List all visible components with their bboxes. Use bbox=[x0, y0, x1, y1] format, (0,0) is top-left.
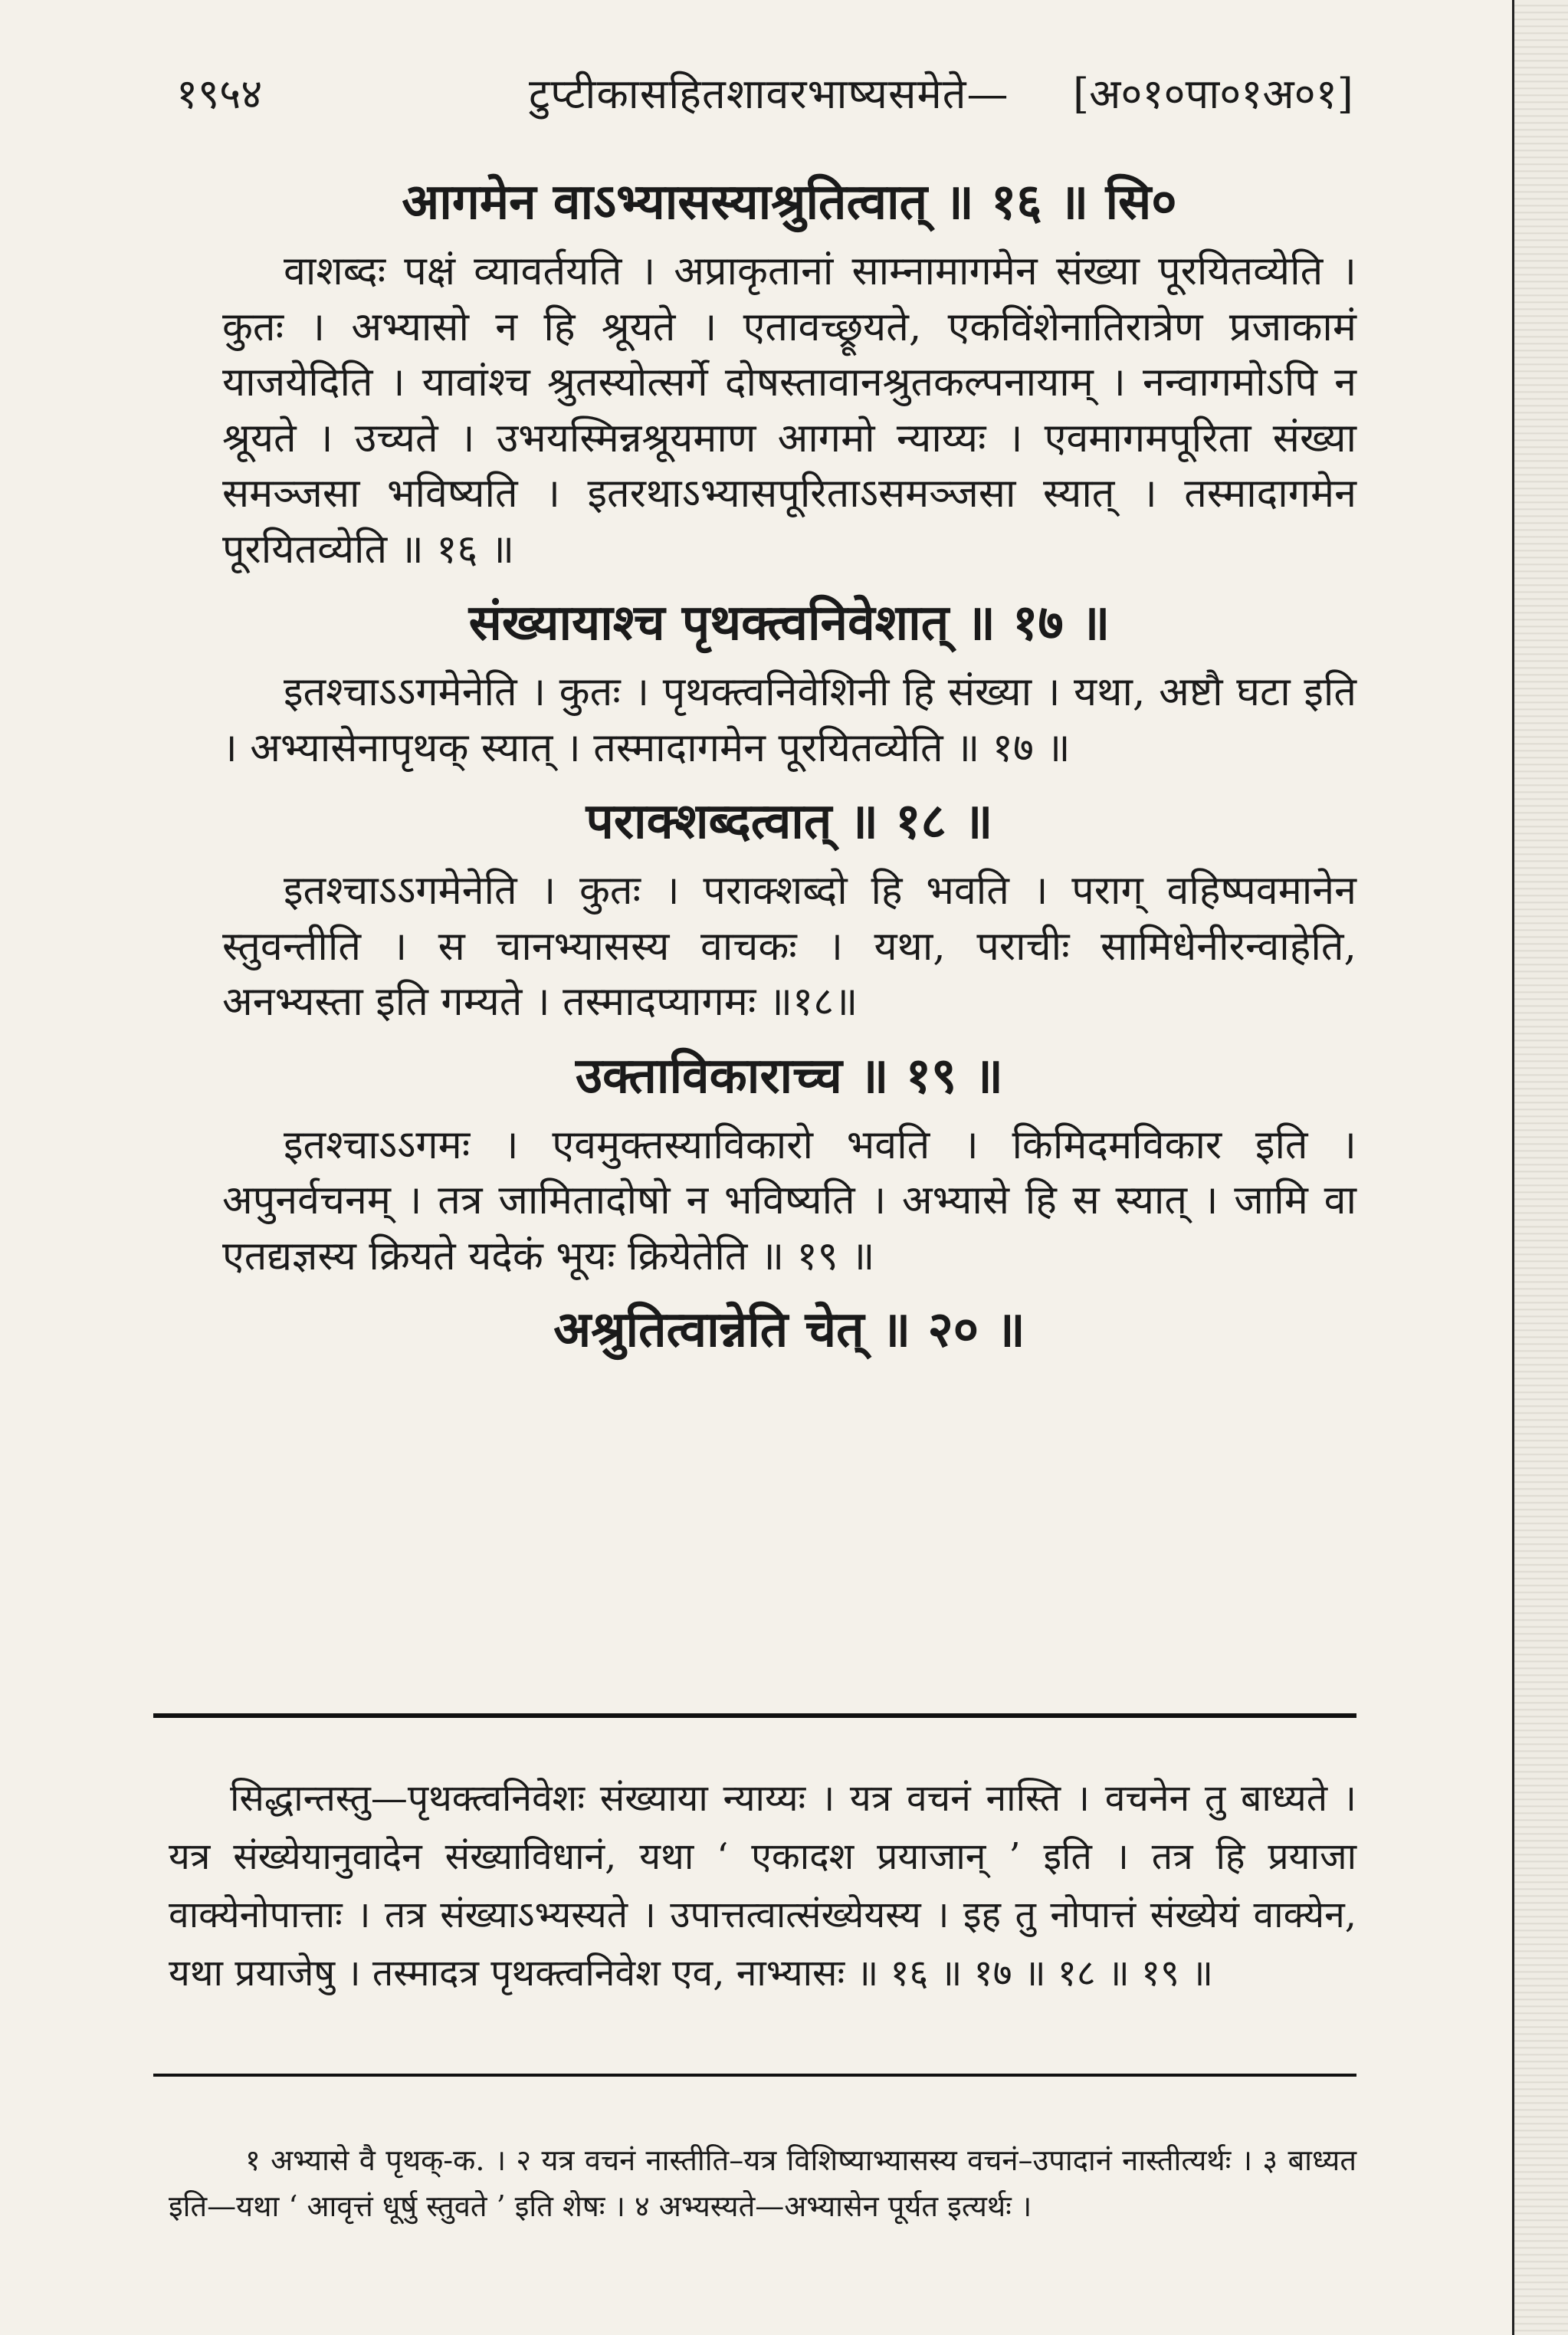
page-edge bbox=[1512, 0, 1568, 2335]
sutra-16: आगमेन वाऽभ्यासस्याश्रुतित्वात् ॥ १६ ॥ सि० bbox=[402, 173, 1177, 231]
main-text bbox=[222, 161, 1356, 1371]
running-title: टुप्टीकासहितशावरभाष्यसमेते— bbox=[529, 70, 1009, 118]
bhashya-16: वाशब्दः पक्षं व्यावर्तयति । अप्राकृतानां साम्नामागमेन संख्या पूरयितव्येति । कुतः । अभ्यासो न हि श्रूयते । एतावच्छ्रूयते, एकविंशेनातिरात्रेण प्रजाकामं याजयेदिति । यावांश्च श्रुतस्योत्सर्गे दोषस्तावानश्रुतकल्पनायाम् । नन्वागमोऽपि न श्रूयते । उच्यते । उभयस्मिन्नश्रूयमाण आगमो न्याय्यः । एवमागमपूरिता संख्या समञ्जसा भविष्यति । इतरथाऽभ्यासपूरिताऽसमञ्जसा स्यात् । तस्मादागमेन पूरयितव्येति ॥ १६ ॥ bbox=[222, 248, 1356, 573]
bhashya-19: इतश्चाऽऽगमः । एवमुक्तस्याविकारो भवति । किमिदमविकार इति । अपुनर्वचनम् । तत्र जामितादोषो न भविष्यति । अभ्यासे हि स स्यात् । जामि वा एतद्यज्ञस्य क्रियते यदेकं भूयः क्रियेतेति ॥ १९ ॥ bbox=[222, 1122, 1356, 1279]
footnote-divider bbox=[153, 2074, 1356, 2077]
sutra-18: पराक्शब्दत्वात् ॥ १८ ॥ bbox=[586, 793, 993, 850]
commentary-divider bbox=[153, 1713, 1356, 1718]
page-header bbox=[176, 52, 1402, 136]
page-number: १९५४ bbox=[176, 70, 263, 118]
bhashya-17: इतश्चाऽऽगमेनेति । कुतः । पृथक्त्वनिवेशिनी हि संख्या । यथा, अष्टौ घटा इति । अभ्यासेनापृथक् स्यात् । तस्मादागमेन पूरयितव्येति ॥ १७ ॥ bbox=[222, 669, 1356, 771]
chapter-reference: [अ०१०पा०१अ०१] bbox=[1073, 70, 1353, 118]
commentary-note: सिद्धान्तस्तु—पृथक्त्वनिवेशः संख्याया न्याय्यः । यत्र वचनं नास्ति । वचनेन तु बाध्यते । यत्र संख्येयानुवादेन संख्याविधानं, यथा ‘ एकादश प्रयाजान् ’ इति । तत्र हि प्रयाजा वाक्येनोपात्ताः । तत्र संख्याऽभ्यस्यते । उपात्तत्वात्संख्येयस्य । इह तु नोपात्तं संख्येयं वाक्येन, यथा प्रयाजेषु । तस्मादत्र पृथक्त्वनिवेश एव, नाभ्यासः ॥ १६ ॥ १७ ॥ १८ ॥ १९ ॥ bbox=[169, 1777, 1356, 1995]
sutra-19: उक्ताविकाराच्च ॥ १९ ॥ bbox=[576, 1046, 1003, 1105]
sutra-17: संख्यायाश्च पृथक्त्वनिवेशात् ॥ १७ ॥ bbox=[468, 594, 1110, 652]
bhashya-18: इतश्चाऽऽगमेनेति । कुतः । पराक्शब्दो हि भवति । पराग् वहिष्पवमानेन स्तुवन्तीति । स चानभ्यासस्य वाचकः । यथा, पराचीः सामिधेनीरन्वाहेति, अनभ्यस्ता इति गम्यते । तस्मादप्यागमः ॥१८॥ bbox=[222, 868, 1356, 1025]
sutra-20: अश्रुतित्वान्नेति चेत् ॥ २० ॥ bbox=[553, 1301, 1025, 1358]
footnotes: १ अभ्यासे वै पृथक्-क. । २ यत्र वचनं नास्तीति–यत्र विशिष्याभ्यासस्य वचनं–उपादानं नास्तीत्यर्थः । ३ बाध्यत इति—यथा ‘ आवृत्तं धूर्षु स्तुवते ’ इति शेषः । ४ अभ्यस्यते—अभ्यासेन पूर्यत इत्यर्थः । bbox=[169, 2143, 1356, 2223]
